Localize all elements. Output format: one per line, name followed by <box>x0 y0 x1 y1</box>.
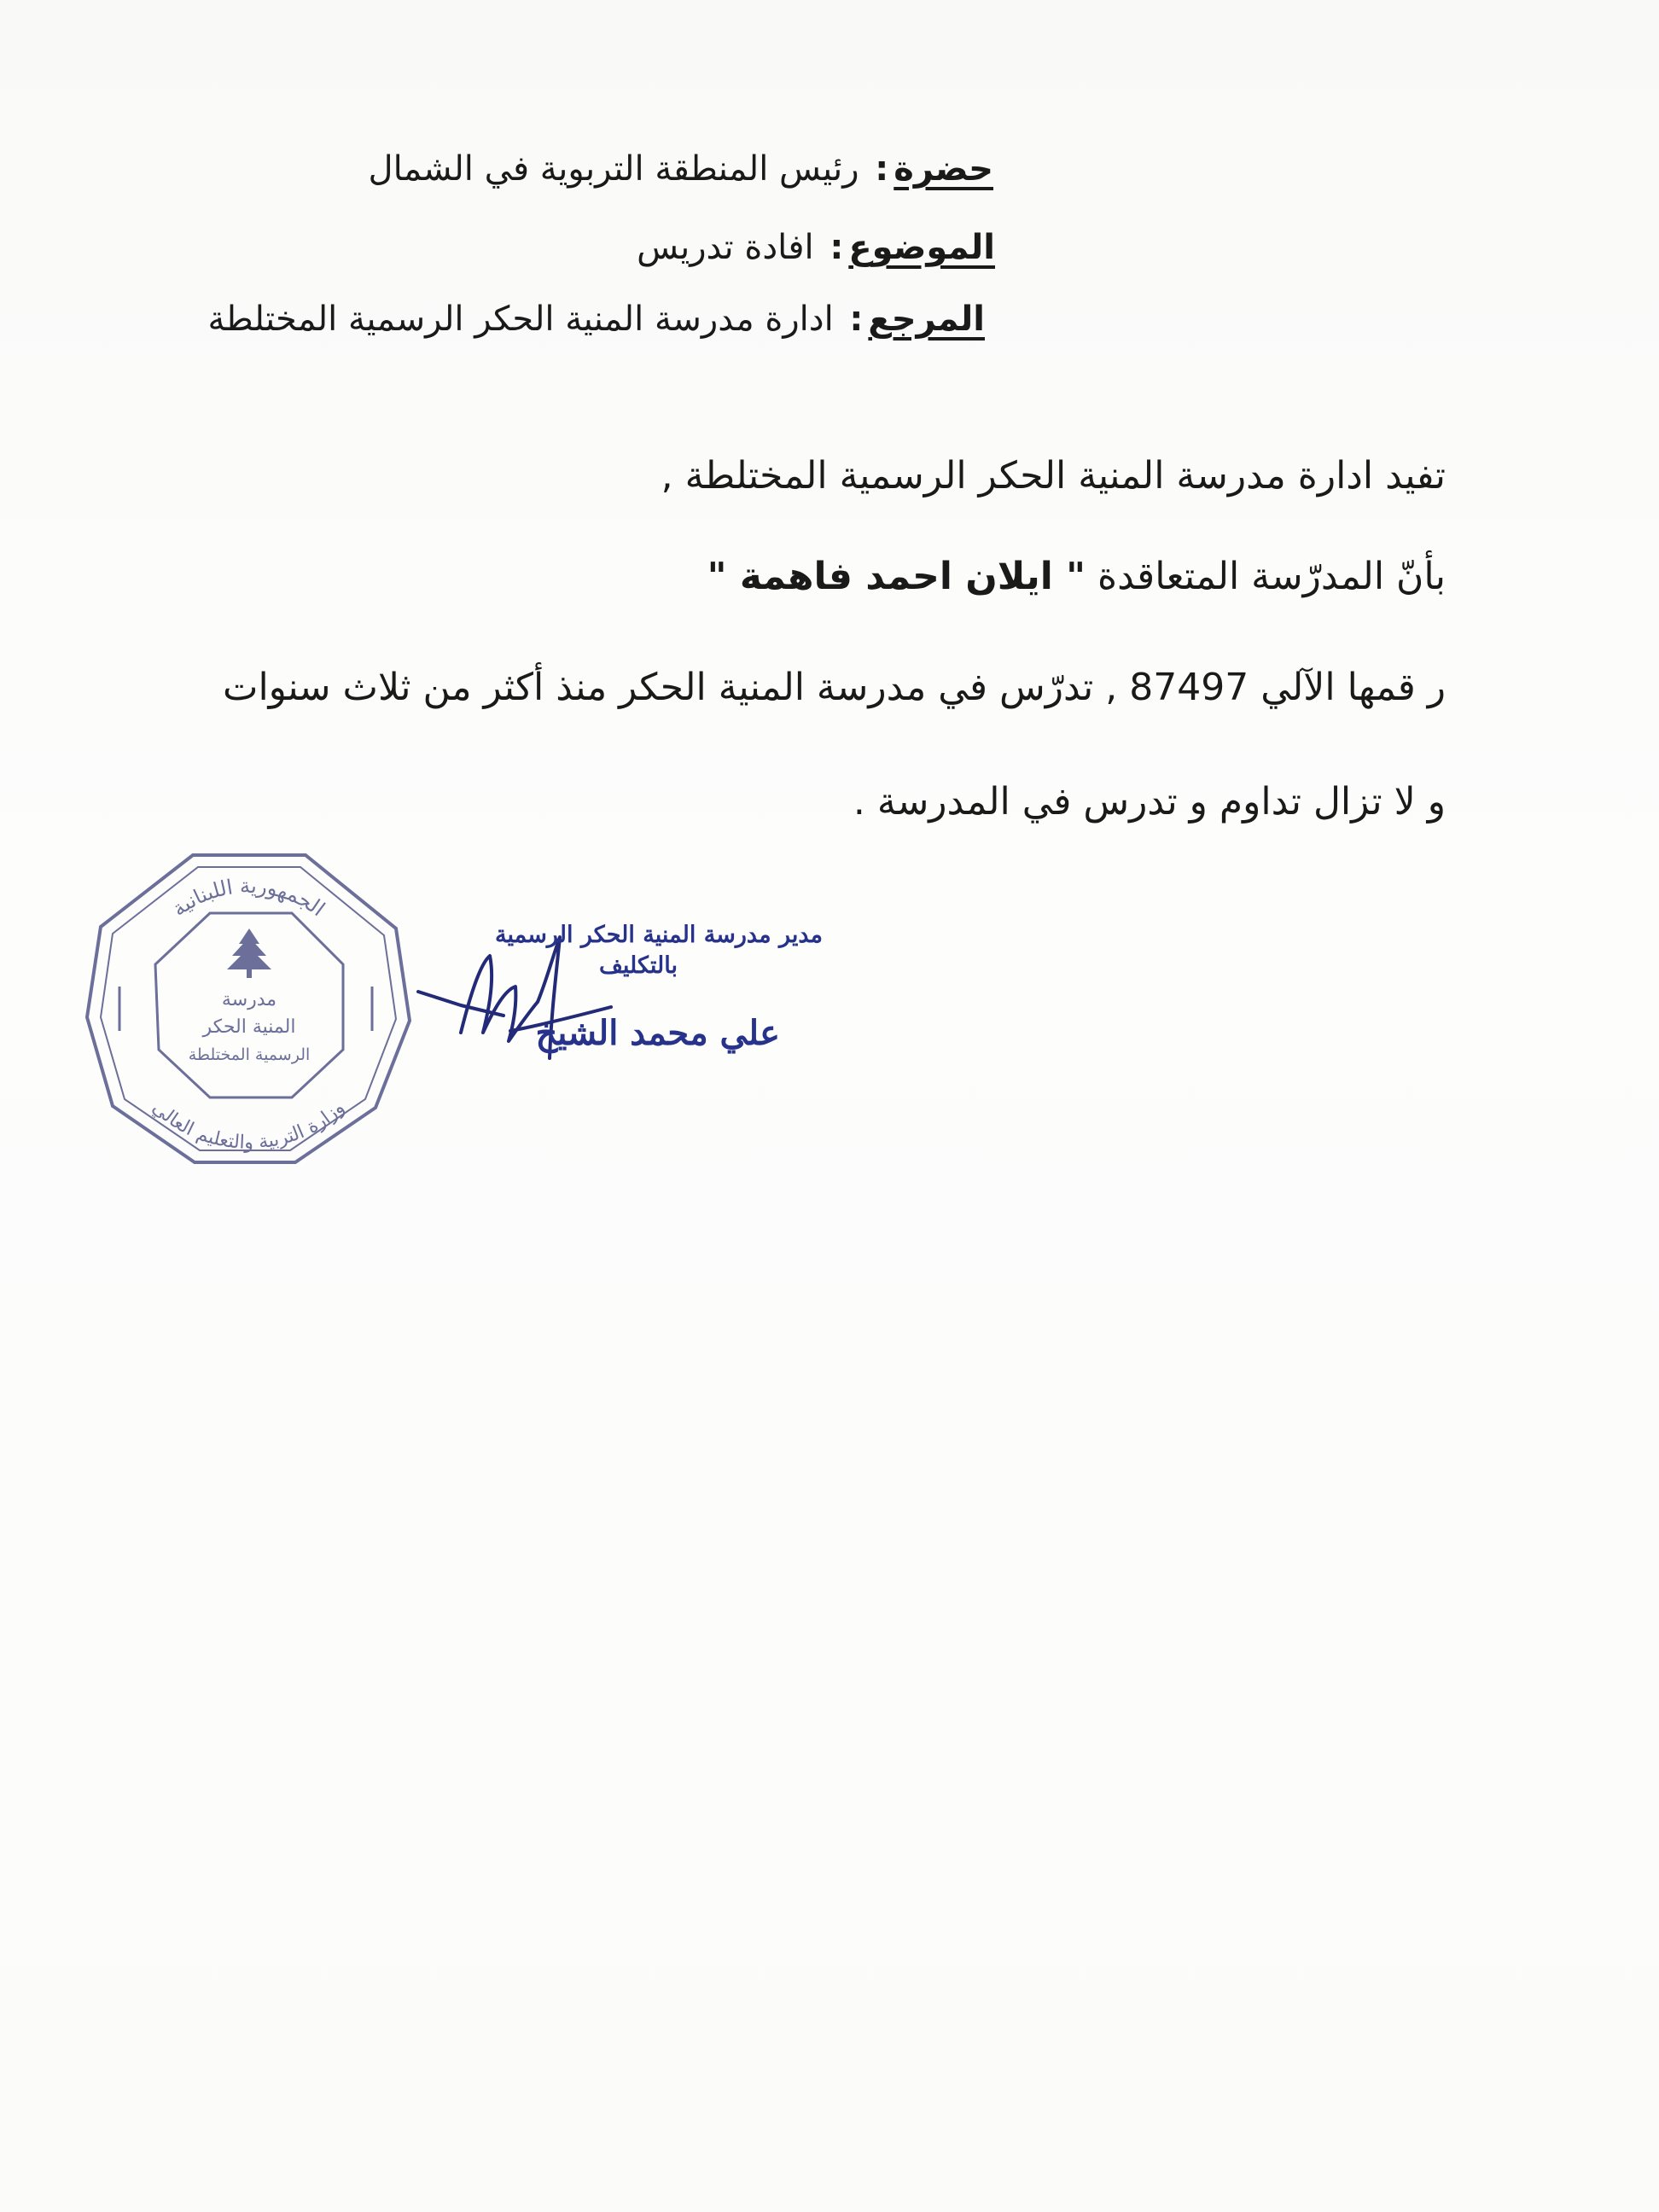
signatory-title-line-2: بالتكليف <box>598 952 678 979</box>
stamp-inner-line-1: مدرسة <box>221 989 277 1010</box>
signatory-title <box>495 920 823 981</box>
stamp-inner-line-3: الرسمية المختلطة <box>188 1045 311 1064</box>
signatory-title-line-1: مدير مدرسة المنية الحكر الرسمية <box>495 922 823 948</box>
stamp-outer-text-bottom: وزارة التربية والتعليم العالي <box>148 1097 349 1154</box>
subject-value: افادة تدريس <box>637 228 814 267</box>
teacher-name: " ايلان احمد فاهمة " <box>707 555 1086 598</box>
reference-label: المرجع <box>868 300 985 339</box>
stamp-outer-text: الجمهورية اللبنانية <box>167 873 329 922</box>
stamp-inner-line-2: المنية الحكر <box>202 1016 296 1038</box>
body-line-2 <box>707 551 1446 602</box>
cedar-emblem-icon <box>227 928 271 978</box>
body-line-1: تفيد ادارة مدرسة المنية الحكر الرسمية المختلطة , <box>661 454 1446 498</box>
official-stamp <box>82 850 415 1167</box>
body-line-3: ر قمها الآلي 87497 , تدرّس في مدرسة المنية الحكر منذ أكثر من ثلاث سنوات <box>223 666 1446 709</box>
subject-label: الموضوع <box>848 228 995 267</box>
body-line-2-prefix: بأنّ المدرّسة المتعاقدة <box>1086 555 1446 598</box>
reference-line: المرجع: ادارة مدرسة المنية الحكر الرسمية المختلطة <box>207 300 985 339</box>
signatory-name: علي محمد الشيخ <box>535 1013 780 1053</box>
addressee-value: رئيس المنطقة التربوية في الشمال <box>368 149 859 189</box>
reference-value: ادارة مدرسة المنية الحكر الرسمية المختلطة <box>207 300 834 339</box>
body-line-4: و لا تزال تداوم و تدرس في المدرسة . <box>853 780 1446 824</box>
addressee-label: حضرة <box>894 149 993 189</box>
subject-line: الموضوع: افادة تدريس <box>637 228 995 267</box>
addressee-line: حضرة: رئيس المنطقة التربوية في الشمال <box>368 149 993 189</box>
